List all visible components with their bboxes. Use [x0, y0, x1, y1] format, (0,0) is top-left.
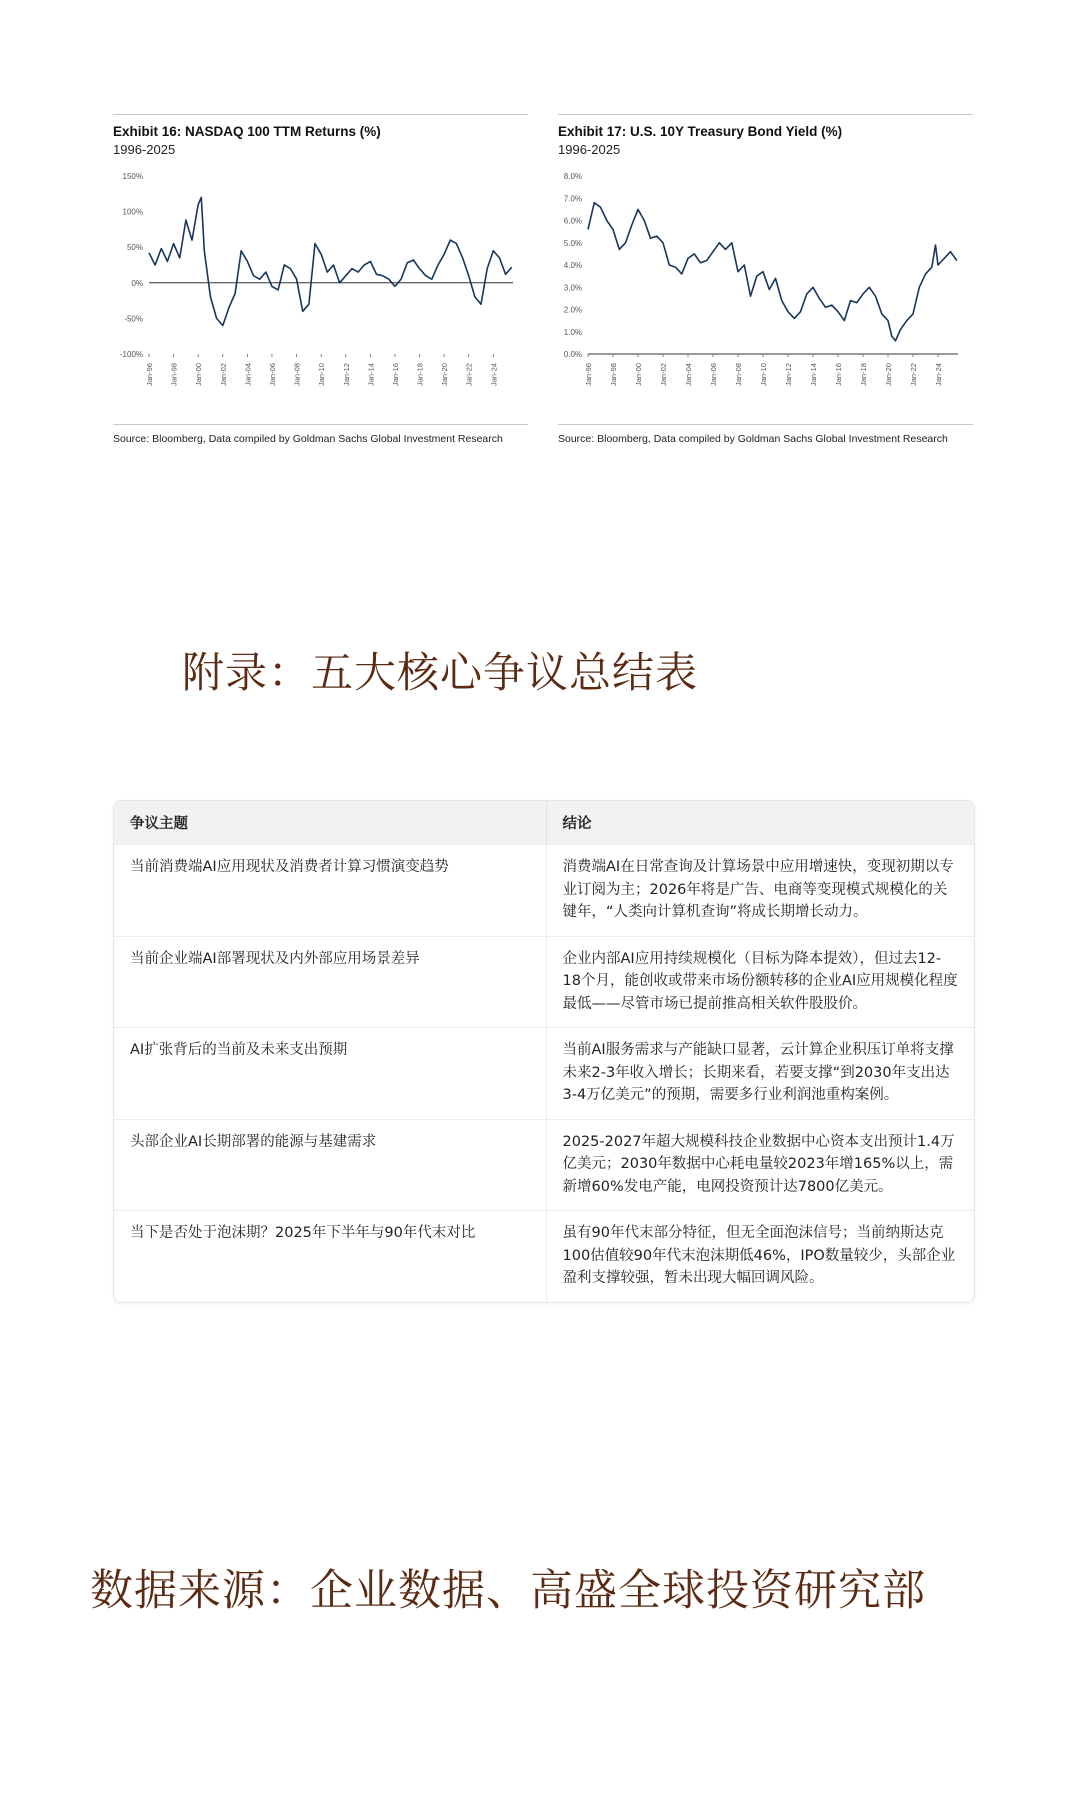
x-tick-label: Jan-10	[317, 363, 327, 386]
table-row	[114, 1211, 974, 1302]
summary-table	[113, 800, 975, 1303]
exhibit-title: Exhibit 17: U.S. 10Y Treasury Bond Yield (%)	[558, 124, 843, 139]
x-tick-label: Jan-06	[709, 363, 718, 386]
exhibit-17	[558, 114, 973, 464]
exhibit-source: Source: Bloomberg, Data compiled by Goldman Sachs Global Investment Research	[558, 433, 948, 445]
y-tick-label: 6.0%	[563, 216, 582, 226]
y-tick-label: 3.0%	[563, 283, 582, 293]
y-tick-label: 150%	[122, 172, 143, 181]
y-tick-label: 0%	[131, 278, 143, 288]
header-conclusion: 结论	[546, 801, 974, 845]
appendix-title: 附录：五大核心争议总结表	[182, 648, 699, 697]
y-tick-label: 1.0%	[563, 327, 582, 337]
header-topic: 争议主题	[114, 801, 546, 845]
x-tick-label: Jan-04	[684, 363, 693, 386]
table-row	[114, 1119, 974, 1211]
x-tick-label: Jan-02	[659, 363, 668, 386]
conclusion-cell: 当前AI服务需求与产能缺口显著，云计算企业积压订单将支撑未来2-3年收入增长；长期来看，若要支撑“到2030年支出达3-4万亿美元”的预期，需要多行业利润池重构案例。	[546, 1028, 974, 1120]
x-tick-label: Jan-00	[194, 363, 204, 386]
treasury-yield-chart	[558, 164, 973, 422]
x-tick-label: Jan-24	[489, 363, 499, 386]
x-tick-label: Jan-18	[859, 363, 868, 386]
x-tick-label: Jan-08	[292, 363, 302, 386]
x-tick-label: Jan-06	[267, 363, 277, 386]
x-tick-label: Jan-14	[809, 363, 818, 386]
x-tick-label: Jan-12	[784, 363, 793, 386]
exhibit-subtitle: 1996-2025	[558, 142, 621, 157]
y-tick-label: -50%	[124, 314, 143, 324]
x-tick-label: Jan-20	[440, 363, 450, 386]
exhibit-bottom-rule	[558, 424, 973, 425]
x-tick-label: Jan-02	[218, 363, 228, 386]
x-tick-label: Jan-10	[759, 363, 768, 386]
x-tick-label: Jan-98	[169, 363, 179, 386]
x-tick-label: Jan-14	[366, 363, 376, 386]
exhibit-subtitle: 1996-2025	[113, 142, 176, 157]
y-tick-label: 4.0%	[563, 261, 582, 270]
x-tick-label: Jan-96	[145, 363, 154, 386]
conclusion-cell: 虽有90年代末部分特征，但无全面泡沫信号；当前纳斯达克100估值较90年代末泡沫期低46%，IPO数量较少，头部企业盈利支撑较强，暂未出现大幅回调风险。	[546, 1211, 974, 1302]
x-tick-label: Jan-00	[634, 363, 643, 386]
topic-cell: AI扩张背后的当前及未来支出预期	[114, 1028, 546, 1120]
y-tick-label: 5.0%	[563, 238, 582, 248]
topic-cell: 当前消费端AI应用现状及消费者计算习惯演变趋势	[114, 845, 546, 937]
exhibit-title: Exhibit 16: NASDAQ 100 TTM Returns (%)	[113, 124, 381, 139]
y-tick-label: 100%	[122, 207, 143, 217]
x-tick-label: Jan-22	[909, 363, 918, 386]
x-tick-label: Jan-18	[415, 363, 425, 386]
data-source-note: 数据来源：企业数据、高盛全球投资研究部	[90, 1566, 926, 1616]
x-tick-label: Jan-04	[243, 363, 253, 386]
y-tick-label: 50%	[126, 243, 143, 253]
exhibit-top-rule	[558, 114, 973, 115]
exhibit-bottom-rule	[113, 424, 528, 425]
table-row	[114, 936, 974, 1028]
x-tick-label: Jan-20	[884, 363, 893, 386]
x-tick-label: Jan-16	[390, 363, 400, 386]
y-tick-label: 7.0%	[563, 194, 582, 204]
conclusion-cell: 消费端AI在日常查询及计算场景中应用增速快，变现初期以专业订阅为主；2026年将是广告、电商等变现模式规模化的关键年，“人类向计算机查询”将成长期增长动力。	[546, 845, 974, 937]
exhibit-top-rule	[113, 114, 528, 115]
x-tick-label: Jan-22	[464, 363, 474, 386]
nasdaq-returns-chart	[113, 164, 528, 422]
exhibit-source: Source: Bloomberg, Data compiled by Goldman Sachs Global Investment Research	[113, 433, 503, 445]
series-line	[149, 197, 512, 325]
x-tick-label: Jan-24	[934, 363, 943, 386]
y-tick-label: 0.0%	[563, 350, 582, 359]
topic-cell: 当前企业端AI部署现状及内外部应用场景差异	[114, 936, 546, 1028]
conclusion-cell: 2025-2027年超大规模科技企业数据中心资本支出预计1.4万亿美元；2030年数据中心耗电量较2023年增165%以上，需新增60%发电产能，电网投资预计达7800亿美元。	[546, 1119, 974, 1211]
table-row	[114, 1028, 974, 1120]
table-row	[114, 845, 974, 937]
y-tick-label: -100%	[119, 350, 143, 359]
topic-cell: 当下是否处于泡沫期？2025年下半年与90年代末对比	[114, 1211, 546, 1302]
conclusion-cell: 企业内部AI应用持续规模化（目标为降本提效），但过去12-18个月，能创收或带来市场份额转移的企业AI应用规模化程度最低——尽管市场已提前推高相关软件股股价。	[546, 936, 974, 1028]
x-tick-label: Jan-98	[609, 363, 618, 386]
table-header-row	[114, 801, 974, 845]
topic-cell: 头部企业AI长期部署的能源与基建需求	[114, 1119, 546, 1211]
series-line	[588, 203, 957, 341]
x-tick-label: Jan-12	[341, 363, 351, 386]
exhibit-16	[113, 114, 528, 464]
x-tick-label: Jan-08	[734, 363, 743, 386]
y-tick-label: 2.0%	[563, 305, 582, 315]
x-tick-label: Jan-16	[834, 363, 843, 386]
y-tick-label: 8.0%	[563, 172, 582, 181]
x-tick-label: Jan-96	[584, 363, 593, 386]
